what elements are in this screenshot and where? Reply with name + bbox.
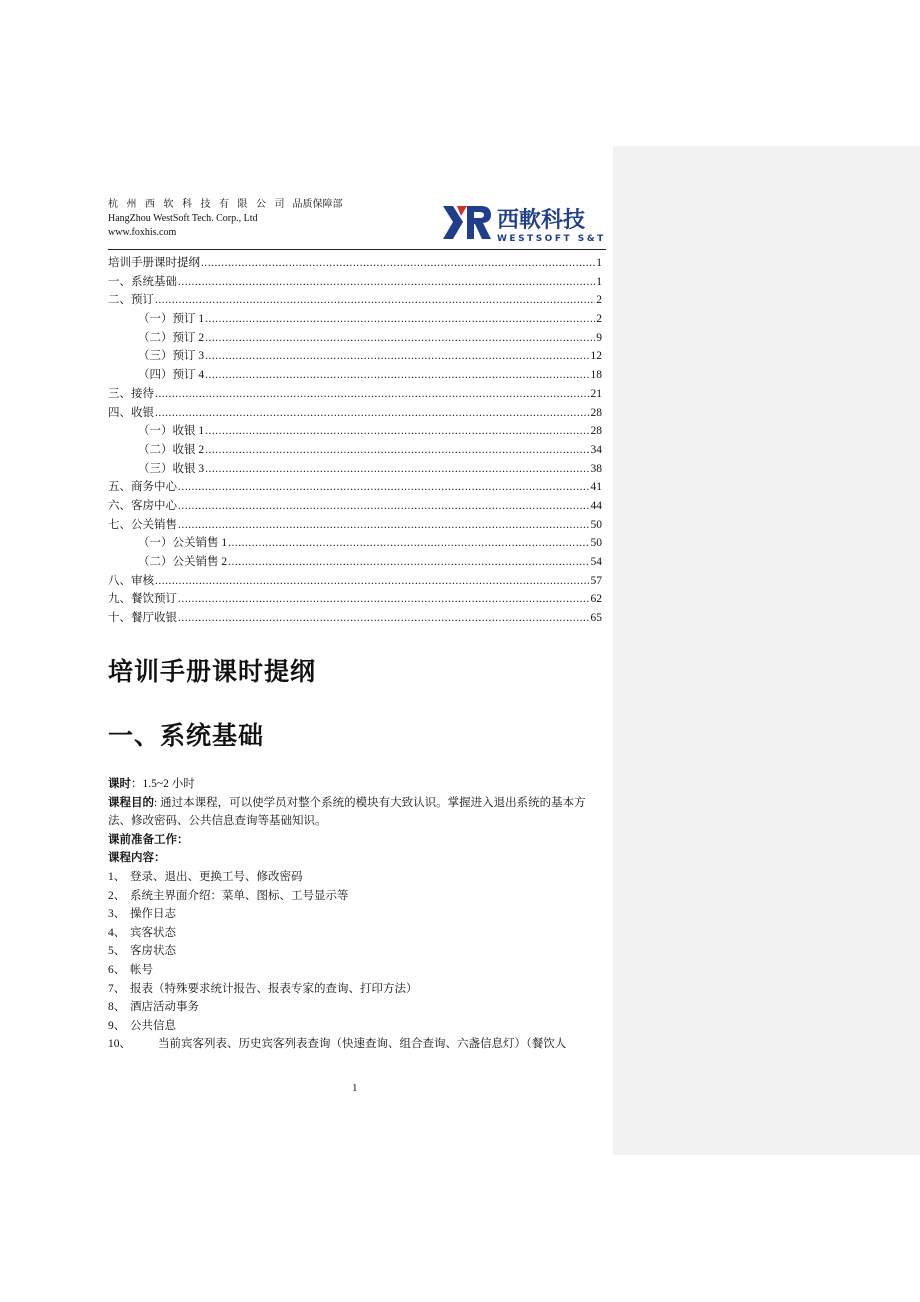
toc-entry-label: （二）收银 2 (138, 443, 205, 456)
toc-dot-leader (205, 347, 589, 366)
toc-entry[interactable] (108, 404, 602, 423)
list-item-number: 2、 (108, 889, 126, 902)
toc-entry-label: （三）预订 3 (138, 350, 205, 363)
list-item-text: 当前宾客列表、历史宾客列表查询（快速查询、组合查询、六盏信息灯）（餐饮人 (158, 1038, 567, 1051)
toc-dot-leader (201, 254, 595, 273)
list-item-text: 酒店活动事务 (130, 1001, 199, 1014)
toc-entry-page: 54 (590, 556, 602, 568)
toc-dot-leader (155, 291, 595, 310)
toc-entry[interactable] (108, 385, 602, 404)
list-item-text: 客房状态 (130, 945, 176, 958)
list-item-text: 帐号 (130, 963, 153, 976)
list-item (108, 905, 604, 924)
toc-entry[interactable] (108, 291, 602, 310)
toc-dot-leader (205, 329, 595, 348)
toc-entry[interactable] (108, 329, 602, 348)
toc-entry-page: 2 (596, 294, 602, 307)
toc-entry-label: 四、收银 (108, 406, 154, 419)
list-item-number: 4、 (108, 926, 126, 939)
list-item (108, 961, 604, 980)
toc-dot-leader (178, 590, 590, 609)
toc-entry[interactable] (108, 497, 602, 516)
course-body (108, 775, 604, 1054)
toc-entry-page: 2 (596, 313, 602, 326)
toc-entry-page: 12 (590, 350, 602, 363)
toc-dot-leader (205, 441, 589, 460)
toc-dot-leader (178, 609, 590, 628)
toc-entry-page: 34 (590, 443, 602, 456)
toc-entry-label: （一）公关销售 1 (138, 537, 228, 550)
toc-dot-leader (205, 366, 589, 385)
toc-entry-page: 38 (590, 462, 602, 475)
toc-entry-label: （二）公关销售 2 (138, 556, 228, 568)
toc-entry-page: 28 (590, 425, 602, 438)
toc-entry[interactable] (108, 572, 602, 591)
list-item (108, 887, 604, 906)
toc-entry[interactable] (108, 516, 602, 535)
toc-dot-leader (155, 404, 590, 423)
page-header (108, 198, 343, 240)
list-item-number: 10、 (108, 1038, 131, 1051)
toc-entry-page: 21 (590, 387, 602, 400)
list-item-text: 登录、退出、更换工号、修改密码 (130, 870, 303, 883)
toc-entry[interactable] (108, 460, 602, 479)
list-item-number: 5、 (108, 945, 126, 958)
list-item (108, 1017, 604, 1036)
toc-entry-label: （一）收银 1 (138, 425, 205, 438)
list-item-text: 报表（特殊要求统计报告、报表专家的查询、打印方法） (130, 982, 418, 995)
toc-entry[interactable] (108, 590, 602, 609)
toc-entry-page: 50 (590, 518, 602, 531)
page-number: 1 (352, 1082, 358, 1094)
list-item-number: 3、 (108, 908, 126, 921)
course-prep: 课前准备工作： (108, 833, 189, 846)
comment-pane (613, 146, 920, 1155)
toc-entry[interactable] (108, 254, 602, 273)
list-item-text: 系统主界面介绍：菜单、图标、工号显示等 (130, 889, 349, 902)
toc-entry-page: 50 (590, 537, 602, 550)
list-item (108, 980, 604, 999)
course-content-list (108, 868, 604, 1054)
heading-system-basics: 一、系统基础 (108, 721, 265, 750)
list-item-number: 6、 (108, 963, 126, 976)
toc-entry-label: 九、餐饮预订 (108, 593, 177, 606)
toc-entry-label: 五、商务中心 (108, 481, 177, 494)
header-divider (108, 249, 606, 250)
toc-entry[interactable] (108, 441, 602, 460)
toc-entry[interactable] (108, 478, 602, 497)
toc-entry-label: （四）预订 4 (138, 369, 205, 382)
toc-dot-leader (178, 273, 595, 292)
list-item (108, 868, 604, 887)
logo-text-cn: 西軟科技 (497, 208, 586, 233)
toc-entry-page: 41 (590, 481, 602, 494)
toc-entry-label: 六、客房中心 (108, 499, 177, 512)
website-link[interactable]: www.foxhis.com (108, 227, 177, 238)
toc-entry[interactable] (108, 534, 602, 553)
list-item-number: 7、 (108, 982, 126, 995)
toc-entry-page: 57 (590, 574, 602, 587)
course-hours: 课时：1.5~2 小时 (108, 778, 195, 790)
toc-entry-label: 三、接待 (108, 387, 154, 400)
toc-entry-page: 65 (590, 612, 602, 625)
toc-entry[interactable] (108, 609, 602, 628)
toc-entry-page: 9 (596, 331, 602, 344)
toc-dot-leader (228, 553, 589, 572)
course-goal: 课程目的: 通过本课程，可以使学员对整个系统的模块有大致认识。掌握进入退出系统的基本方法、修改密码、公共信息查询等基础知识。 (108, 796, 586, 828)
department-name: 品质保障部 (292, 199, 343, 210)
toc-entry-label: 七、公关销售 (108, 518, 177, 531)
company-name-en: HangZhou WestSoft Tech. Corp., Ltd (108, 213, 258, 224)
table-of-contents (108, 254, 602, 628)
toc-entry-page: 62 (590, 593, 602, 606)
toc-entry[interactable] (108, 347, 602, 366)
toc-dot-leader (205, 310, 595, 329)
list-item-text: 宾客状态 (130, 926, 176, 939)
toc-dot-leader (178, 497, 590, 516)
toc-dot-leader (178, 516, 590, 535)
toc-entry-label: （三）收银 3 (138, 462, 205, 475)
toc-entry-page: 44 (590, 499, 602, 512)
list-item-number: 1、 (108, 870, 126, 883)
toc-entry[interactable] (108, 553, 602, 572)
list-item (108, 942, 604, 961)
toc-dot-leader (155, 385, 590, 404)
logo-text-en: WESTSOFT S&T (497, 234, 606, 243)
toc-dot-leader (178, 478, 590, 497)
toc-entry-label: （一）预订 1 (138, 313, 205, 326)
list-item (108, 1035, 604, 1054)
toc-entry[interactable] (108, 310, 602, 329)
westsoft-logo (441, 203, 609, 243)
list-item-text: 操作日志 (130, 908, 176, 921)
list-item-number: 8、 (108, 1001, 126, 1014)
toc-entry-label: 培训手册课时提纲 (108, 257, 200, 269)
toc-entry-label: （二）预订 2 (138, 331, 205, 344)
toc-entry-page: 1 (596, 257, 602, 269)
company-name-cn: 杭 州 西 软 科 技 有 限 公 司 (108, 199, 288, 210)
toc-entry[interactable] (108, 366, 602, 385)
toc-entry-label: 一、系统基础 (108, 275, 177, 288)
toc-entry-label: 十、餐厅收银 (108, 612, 177, 625)
list-item-text: 公共信息 (130, 1019, 176, 1032)
toc-entry-page: 1 (596, 275, 602, 288)
list-item-number: 9、 (108, 1019, 126, 1032)
toc-entry-label: 八、审核 (108, 574, 154, 587)
list-item (108, 924, 604, 943)
toc-dot-leader (205, 460, 589, 479)
toc-dot-leader (228, 534, 589, 553)
heading-training-outline: 培训手册课时提纲 (108, 657, 317, 686)
toc-entry[interactable] (108, 273, 602, 292)
toc-entry-label: 二、预订 (108, 294, 154, 307)
toc-dot-leader (205, 422, 589, 441)
list-item (108, 998, 604, 1017)
toc-dot-leader (155, 572, 590, 591)
toc-entry-page: 18 (590, 369, 602, 382)
toc-entry[interactable] (108, 422, 602, 441)
toc-entry-page: 28 (590, 406, 602, 419)
course-content-label: 课程内容： (108, 852, 166, 865)
